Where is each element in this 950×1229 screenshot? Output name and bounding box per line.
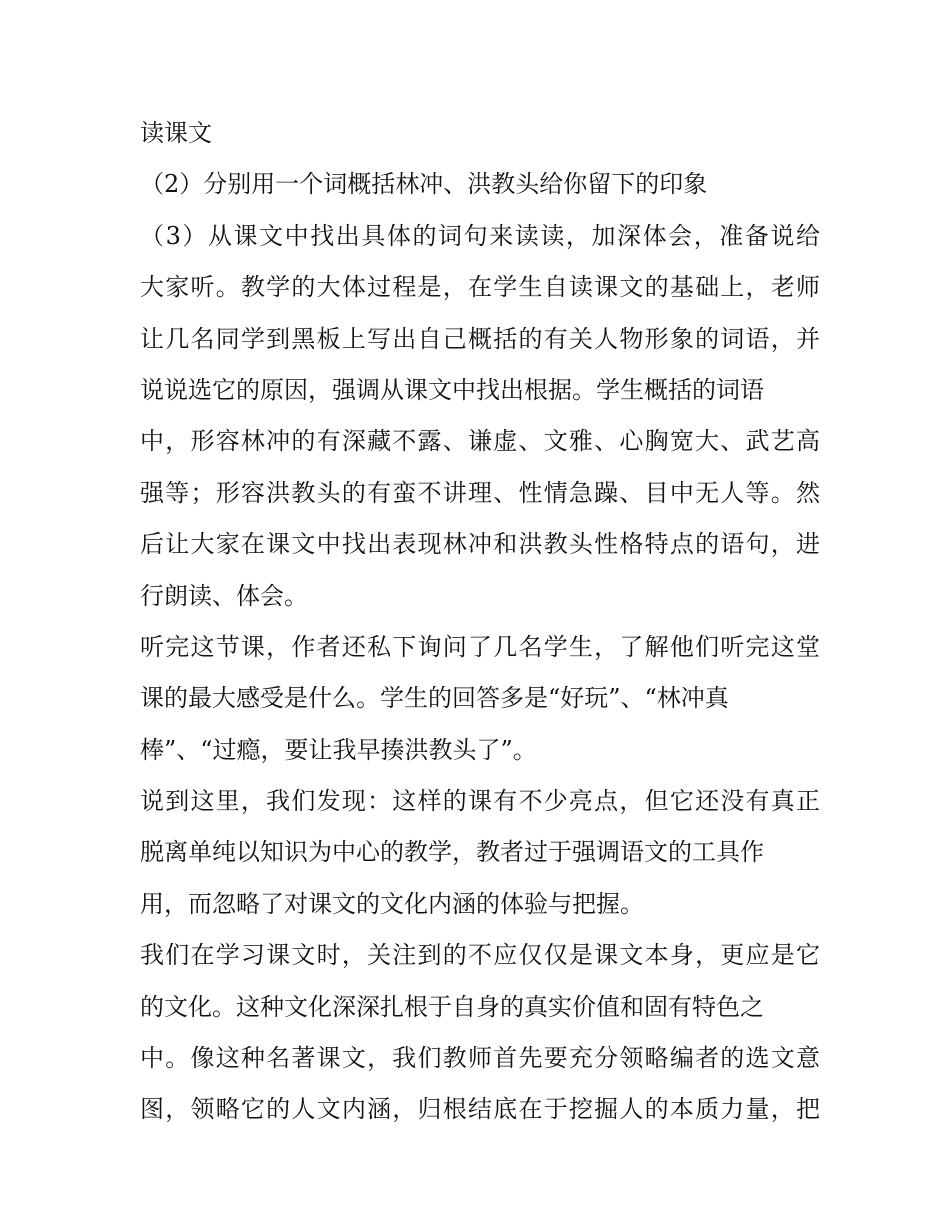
text-line: 用，而忽略了对课文的文化内涵的体验与把握。 <box>140 889 644 918</box>
text-line: 大家听。教学的大体过程是，在学生自读课文的基础上，老师 <box>140 273 820 302</box>
text-line: （2）分别用一个词概括林冲、洪教头给你留下的印象 <box>140 170 708 199</box>
text-line: 行朗读、体会。 <box>140 581 308 610</box>
text-line: 棒”、“过瘾，要让我早揍洪教头了”。 <box>140 735 537 764</box>
text-line: 说说选它的原因，强调从课文中找出根据。学生概括的词语 <box>140 375 764 404</box>
text-line: 说到这里，我们发现：这样的课有不少亮点，但它还没有真正 <box>140 787 820 816</box>
text-line: 中。像这种名著课文，我们教师首先要充分领略编者的选文意 <box>140 1044 820 1073</box>
text-line: 中，形容林冲的有深藏不露、谦虚、文雅、心胸宽大、武艺高 <box>140 427 820 456</box>
text-line: （3）从课文中找出具体的词句来读读，加深体会，准备说给 <box>140 221 820 250</box>
text-line: 强等；形容洪教头的有蛮不讲理、性情急躁、目中无人等。然 <box>140 478 820 507</box>
text-line: 的文化。这种文化深深扎根于自身的真实价值和固有特色之 <box>140 992 764 1021</box>
text-line: 读课文 <box>140 119 212 147</box>
document-page <box>140 108 820 1136</box>
text-line: 课的最大感受是什么。学生的回答多是“好玩”、“林冲真 <box>140 684 729 713</box>
text-line: 脱离单纯以知识为中心的教学，教者过于强调语文的工具作 <box>140 838 764 867</box>
text-line: 我们在学习课文时，关注到的不应仅仅是课文本身，更应是它 <box>140 941 820 970</box>
text-line: 后让大家在课文中找出表现林冲和洪教头性格特点的语句，进 <box>140 530 820 559</box>
text-line: 听完这节课，作者还私下询问了几名学生，了解他们听完这堂 <box>140 632 820 661</box>
text-line: 让几名同学到黑板上写出自己概括的有关人物形象的词语，并 <box>140 324 820 353</box>
text-line: 图，领略它的人文内涵，归根结底在于挖掘人的本质力量，把 <box>140 1095 820 1124</box>
